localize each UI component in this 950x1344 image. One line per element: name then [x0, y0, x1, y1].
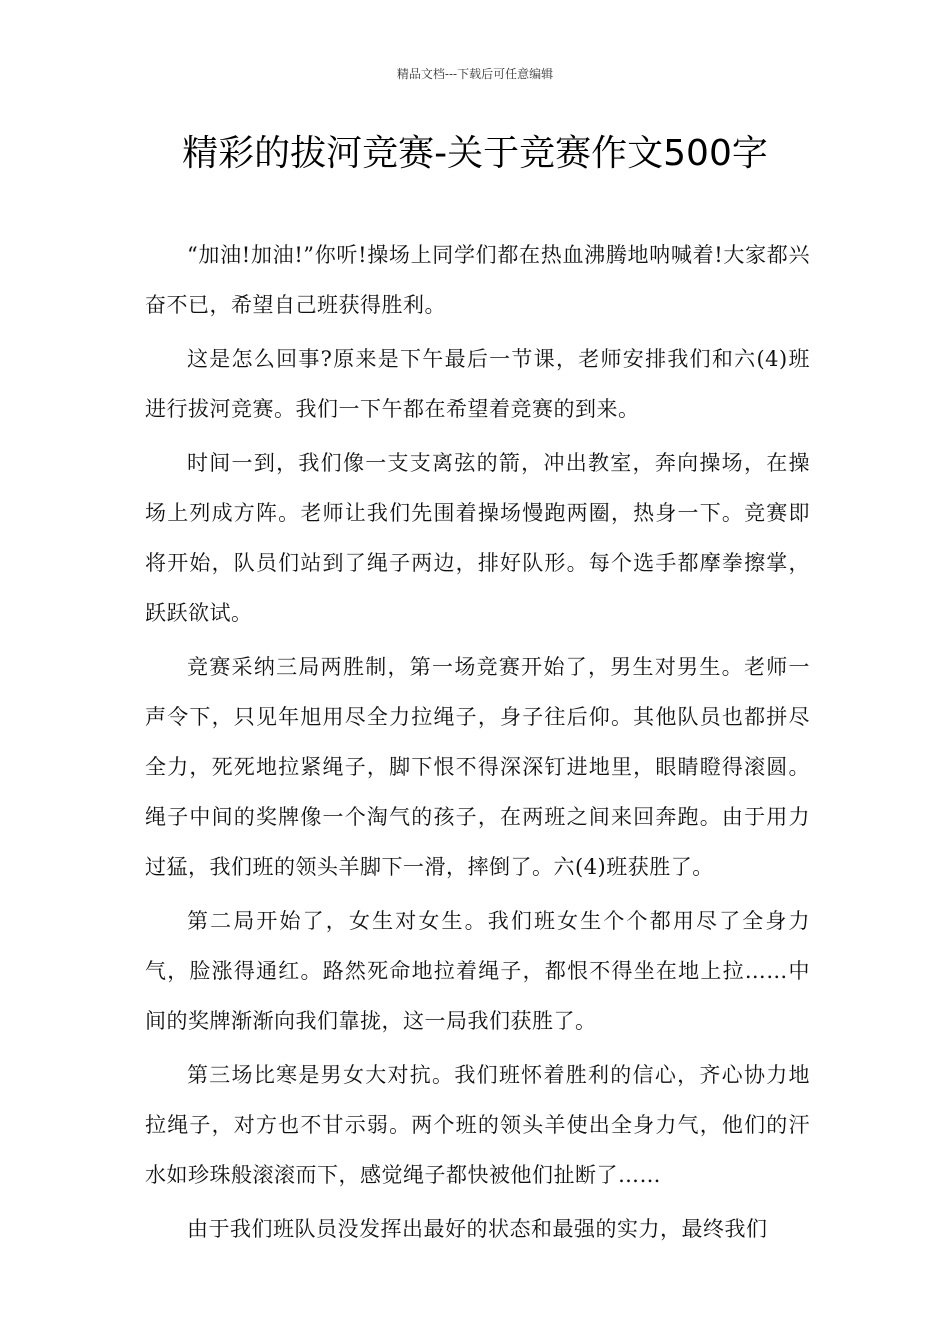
document-title: 精彩的拔河竞赛-关于竞赛作文500字: [182, 133, 768, 174]
paragraph-5: 第二局开始了，女生对女生。我们班女生个个都用尽了全身力气，脸涨得通红。路然死命地拉着绳子，都恨不得坐在地上拉……中间的奖牌渐渐向我们靠拢，这一局我们获胜了。: [145, 909, 810, 1033]
article-body: [145, 230, 810, 1258]
paragraph-6: 第三场比寒是男女大对抗。我们班怀着胜利的信心，齐心协力地拉绳子，对方也不甘示弱。两个班的领头羊使出全身力气，他们的汗水如珍珠般滚滚而下，感觉绳子都快被他们扯断了……: [145, 1063, 810, 1187]
paragraph-4: 竞赛采纳三局两胜制，第一场竞赛开始了，男生对男生。老师一声令下，只见年旭用尽全力拉绳子，身子往后仰。其他队员也都拼尽全力，死死地拉紧绳子，脚下恨不得深深钉进地里，眼睛瞪得滚圆。绳子中间的奖牌像一个淘气的孩子，在两班之间来回奔跑。由于用力过猛，我们班的领头羊脚下一滑，摔倒了。六(4)班获胜了。: [145, 655, 810, 879]
paragraph-2: 这是怎么回事?原来是下午最后一节课，老师安排我们和六(4)班进行拔河竞赛。我们一下午都在希望着竞赛的到来。: [145, 347, 810, 421]
paragraph-3: 时间一到，我们像一支支离弦的箭，冲出教室，奔向操场，在操场上列成方阵。老师让我们先围着操场慢跑两圈，热身一下。竞赛即将开始，队员们站到了绳子两边，排好队形。每个选手都摩拳擦掌，跃跃欲试。: [145, 451, 810, 625]
paragraph-1: “加油!加油!”你听!操场上同学们都在热血沸腾地呐喊着!大家都兴奋不已，希望自己班获得胜利。: [145, 243, 810, 317]
paragraph-7: 由于我们班队员没发挥出最好的状态和最强的实力，最终我们: [187, 1217, 768, 1241]
header-note: 精品文档---下载后可任意编辑: [396, 67, 554, 81]
